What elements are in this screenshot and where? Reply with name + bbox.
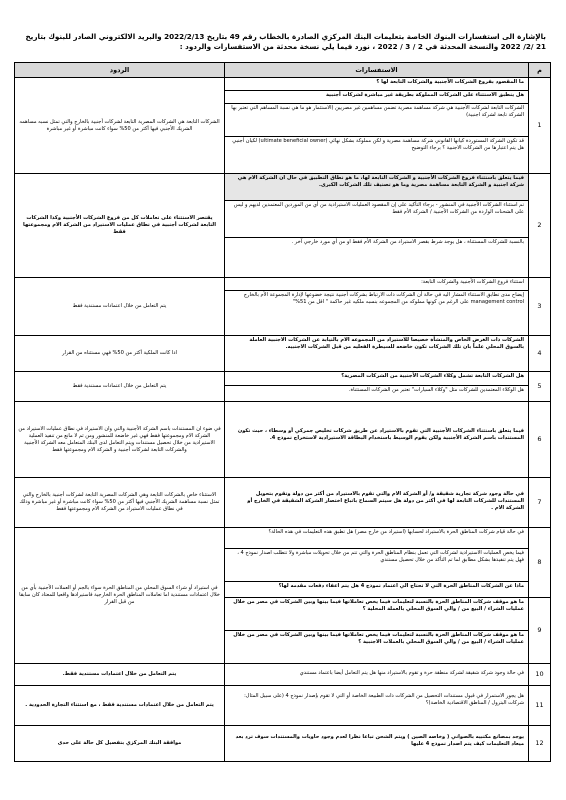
intro-paragraph bbox=[22, 32, 546, 52]
query-item: في حالة وجود شركة شقيقة لشركة منطقة حرة و تقوم بالاستيراد منها هل يتم التعامل أيضا باعتماد مستندي bbox=[299, 669, 524, 676]
row-answer: موافقة البنك المركزي بتفصيل كل حالة على حدى bbox=[15, 726, 225, 762]
row-number: 6 bbox=[529, 402, 551, 478]
query-item: ما هو موقف شركات المناطق الحرة بالنسبة لتعليمات فيما يخص تعاملاتها فيما بينها وبين الشركات في مصر من خلال عمليات الشراء / البيع من / والي السوق المحلي بالعملات الاجنبية ؟ bbox=[233, 632, 524, 645]
row-answer: في استيراد أو شراء السوق المحلي من المناطق الحرة سواء بالجم أو العملات الأجنبية بأي من خلال اعتمادات مستندية اما تعاملات المناطق الحرة الخارجية فاستيرادها واقعيا للمعتاد كان سابقا من قبل القرار bbox=[15, 528, 225, 664]
query-item: هل الشركات التابعة تشمل وكلاء الشركات الأجنبية من الشركات المصرية؟ bbox=[225, 372, 528, 386]
query-item: قد تكون الشركة المستوردة كيانها القانوني شركة مساهمة مصرية و لكن مملوكة بشكل نهائي (ultimate beneficial owner) لكيان أجنبي هل يتم اعتبارها من الشركات الاجنبية ؟ برجاء التوضيح bbox=[232, 138, 524, 151]
query-item: تم استثناء الشركات الأجنبية في المنشور - برجاء التأكيد على إن المقصود العمليات الاستيرادية من أي من الموردين المعتمدين لديهم و ليس على الشحنات الواردة من الشركات الأجنبية / الشركة الأم فقط bbox=[225, 201, 528, 238]
table-row bbox=[15, 686, 551, 726]
table-row bbox=[15, 664, 551, 686]
query-item: ماذا عن الشركات المناطق الحرة التي لا تحتاج الي اعتماد نموذج 4 هل يتم اعفاء دفعات مقدمه لها؟ bbox=[278, 583, 524, 589]
table-row bbox=[15, 726, 551, 762]
row-number: 12 bbox=[529, 726, 551, 762]
query-item: فيما يتعلق باستثناء فروع الشركات الأجنبية و الشركات التابعة لها، ما هو نطاق التطبيق في حال ان الشركة الام هي شركة اجنبية و الشركة التابعة مساهمة مصرية وما هو تصنيف تلك الشركات الكبرى. bbox=[225, 174, 528, 201]
row-queries bbox=[225, 372, 529, 402]
row-queries bbox=[225, 278, 529, 336]
query-item: هل الوكلاء المعتمدين للشركات مثل "وكلاء السيارات" تعتبر من الشركات المستثناة. bbox=[348, 387, 524, 393]
row-queries bbox=[225, 402, 529, 478]
row-answer: اذا كانت الملكية أكثر من 50% فهي مستثناه من القرار bbox=[15, 336, 225, 372]
table-row bbox=[15, 402, 551, 478]
header-answers: الردود bbox=[15, 63, 225, 78]
row-number: 3 bbox=[529, 278, 551, 336]
row-answer: يقتصر الاستثناء على تعاملات كل من فروع الشركات الأجنبية وكذا الشركات التابعة لشركات أجنبية في نطاق عمليات الاستيراد من الشركة الام ومجموعتها فقط bbox=[15, 174, 225, 278]
row-number: 8 bbox=[529, 528, 551, 598]
query-item: استثناء فروع الشركات الأجنبية والشركات التابعة: bbox=[225, 278, 528, 291]
row-number: 9 bbox=[529, 598, 551, 664]
query-item: يوجد بمصانع مكتبيه بالصواني ( وخاصه الصين ) ويتم الشحن تباعا نظرا لعدم وجود حاويات والمستندات سوف ترد بعد ميعاد التعليمات كيف يتم اصدار نموذج 4 عليها bbox=[235, 733, 524, 747]
table-header-row bbox=[15, 63, 551, 78]
table-row bbox=[15, 478, 551, 528]
query-item: هل ينطبق الاستثناء على الشركات المملوكة بطريقة غير مباشرة لشركات أجنبية bbox=[225, 91, 528, 104]
row-queries bbox=[225, 528, 529, 598]
table-row bbox=[15, 278, 551, 336]
query-item: في حالة وجود شركة تجارية شقيقة و/ أو الشركة الام والتي تقوم بالاستيراد من أكثر من دولة وتقوم بتحويل المستندات للشركات التابعة لها في أكثر من دولة هل سيتم السماح باتباع اختصار الشركة الشقيقة في الخارج أو الشركة الام . bbox=[247, 490, 524, 511]
row-answer: الشركات التابعة هي الشركات المصرية التابعة لشركات أجنبية بالخارج والتي تمثل نسبه مساهمه الشريك الأجنبي فيها أكثر من 50% سواء كانت مباشرة أو غير مباشرة bbox=[15, 78, 225, 174]
row-answer: في ضوء ان المستندات باسم الشركة الأجنبية والتي وان الاستيراد في نطاق عمليات الاستيراد من الشركة الام ومجموعتها فقط فهي غير خاضعة للمنشور ومن ثم لا مانع من تنفيذ العملية الاستيرادية من خلال تحصيل مستندات ويتم التعامل لدى البنك المتعامل معه الشركة الأجنبية والشركات التابعة لشركات أجنبية و الشركة الام ومجموعتها فقط bbox=[15, 402, 225, 478]
row-number: 11 bbox=[529, 686, 551, 726]
query-item: في حالة قيام شركات المناطق الحرة بالاستيراد لحسابها (استيراد من خارج مصر) هل تطبق هذه التعليمات في هذه الحالة؟ bbox=[225, 528, 528, 549]
query-item: إيضاح مدى تطابق الاستثناء المشار اليه في حالة أن الشركات ذات الارتباط بشركات أجنبية نتيجة خضوعها لإدارة المجموعة الأم بالخارج management control على الرغم من كونها مملوكه من المجموعه بنسبه ملكيه غير حاكمة " اقل من 51%" bbox=[243, 292, 524, 305]
faq-table bbox=[14, 62, 551, 762]
row-queries bbox=[225, 174, 529, 278]
table-row bbox=[15, 78, 551, 174]
row-number: 10 bbox=[529, 664, 551, 686]
row-answer: يتم التعامل من خلال اعتمادات مستندية فقط. bbox=[15, 664, 225, 686]
query-item: ما هو موقف شركات المناطق الحرة بالنسبة لتعليمات فيما يخص تعاملاتها فيما بينها وبين الشركات في مصر من خلال عمليات الشراء / البيع من / والي السوق المحلي بالعملة المحلية ؟ bbox=[225, 598, 528, 631]
row-queries bbox=[225, 78, 529, 174]
row-answer: يتم التعامل من خلال اعتمادات مستندية فقط ، مع استثناء التجارة الحدودية . bbox=[15, 686, 225, 726]
table-row bbox=[15, 528, 551, 598]
row-queries bbox=[225, 478, 529, 528]
row-queries bbox=[225, 598, 529, 664]
header-queries: الاستفسارات bbox=[225, 63, 529, 78]
row-number: 2 bbox=[529, 174, 551, 278]
row-number: 7 bbox=[529, 478, 551, 528]
query-item: الشركات التابعة لشركات الأجنبية هي شركة مساهمة مصرية تضمن مساهمين غير مصريين (الاستثمار هو ما هي نسبة المساهم التي تعتبر بها الشركة تابعة لشركة اجنبية) bbox=[225, 104, 528, 137]
header-number: م bbox=[529, 63, 551, 78]
query-item: ما المقصود بفروع الشركات الأجنبية والشركات التابعة لها ؟ bbox=[225, 78, 528, 91]
table-row bbox=[15, 336, 551, 372]
row-answer: يتم التعامل من خلال اعتمادات مستندية فقط bbox=[15, 372, 225, 402]
row-queries bbox=[225, 726, 529, 762]
row-number: 4 bbox=[529, 336, 551, 372]
row-queries bbox=[225, 686, 529, 726]
intro-line-2: 21 /2/ 2022 والنسخة المحدثة في 2 / 3 / 2022 ، نورد فيما يلي نسخة محدثة من الاستفسارات والردود : bbox=[179, 42, 546, 51]
table-row bbox=[15, 174, 551, 278]
query-item: فيما يتعلق باستثناء الشركات الأجنبية التي تقوم بالاستيراد عن طريق شركات تخليص جمركي أو وسطاء ، حيث تكون المستندات باسم الشركة الأجنبية ولكن يقوم الوسيط باستخدام البطاقة الاستيرادية لاستخراج نموذج 4. bbox=[237, 427, 524, 441]
row-queries bbox=[225, 664, 529, 686]
row-queries bbox=[225, 336, 529, 372]
intro-line-1: بالإشارة الى استفسارات البنوك الخاصة بتعليمات البنك المركزي الصادرة بالخطاب رقم 49 بتاريخ 2022/2/13 والبريد الالكتروني الصادر للبنوك بتاريخ bbox=[25, 32, 546, 41]
table-row bbox=[15, 372, 551, 402]
query-item: الشركات ذات الغرض الخاص والمنشأة خصيصا للاستيراد من المجموعه الام بالنيابة عن الشركات الاجنبية العاملة بالسوق المحلي علماً بان تلك الشركات تكون خاضعه للسيطرة الفعليه من قبل الشركات الاجنبيه. bbox=[249, 337, 524, 350]
query-item: هل يجوز الاستمرار في قبول مستندات التحصيل من الشركات ذات الطبيعة الخاصة أو التي لا تقوم بإصدار نموذج 4 (على سبيل المثال: شركات البترول / المناطق الاقتصادية الخاصة)؟ bbox=[244, 692, 524, 706]
row-answer: الاستثناء خاص بالشركات التابعة وهي الشركات المصرية التابعة لشركات أجنبية بالخارج والتي تمثل نسبة مساهمة الشريك الأجنبي فيها أكثر من 50% سواء كانت مباشرة أو غير مباشرة وذلك في نطاق عمليات الاستيراد من الشركة الام ومجموعتها فقط bbox=[15, 478, 225, 528]
query-item: فيما يخص العمليات الاستيرادية لشركات التي تعمل بنظام المناطق الحرة والتي تتم من خلال تحويلات مباشرة ولا تتطلب اصدار نموذج 4 ، فهل يتم تنفيذها بشكل مطابق لما تم التأكد من خلال تحصيل مستندي bbox=[225, 549, 528, 582]
row-number: 5 bbox=[529, 372, 551, 402]
query-item: بالنسبة للشركات المستثناة ، هل يوجد شرط بقصر الاستيراد من الشركة الأم فقط او من أي مورد خارجي آخر . bbox=[291, 239, 524, 245]
row-number: 1 bbox=[529, 78, 551, 174]
row-answer: يتم التعامل من خلال اعتمادات مستندية فقط bbox=[15, 278, 225, 336]
